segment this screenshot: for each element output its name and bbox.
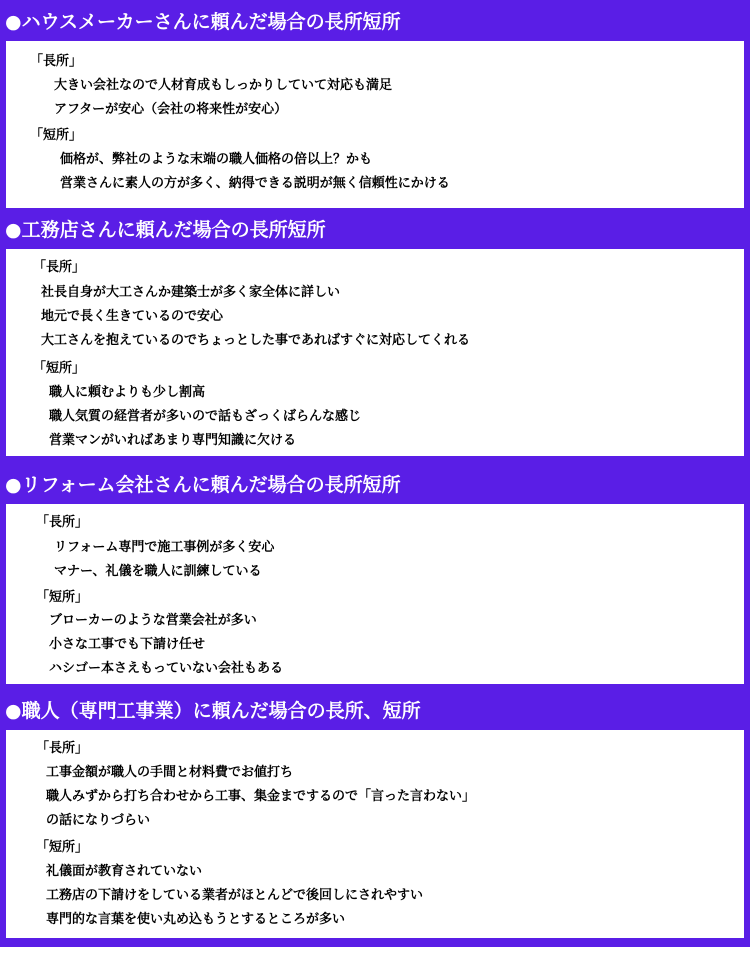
cons-item: 工務店の下請けをしている業者がほとんどで後回しにされやすい xyxy=(46,888,424,903)
cons-item: 営業マンがいればあまり専門知識に欠ける xyxy=(49,433,297,448)
pros-label: 「長所」 xyxy=(36,741,89,756)
cons-item: ブローカーのような営業会社が多い xyxy=(49,613,257,628)
cons-item: 営業さんに素人の方が多く、納得できる説明が無く信頼性にかける xyxy=(60,176,450,191)
cons-item: 専門的な言葉を使い丸め込もうとするところが多い xyxy=(46,912,346,927)
cons-item: 小さな工事でも下請け任せ xyxy=(49,637,206,652)
pros-label: 「長所」 xyxy=(33,260,86,275)
section-house-maker xyxy=(3,3,747,191)
pros-item: の話になりづらい xyxy=(46,813,151,828)
section-title: ●職人（専門工事業）に頼んだ場合の長所、短所 xyxy=(3,692,747,730)
section-body xyxy=(6,249,744,456)
pros-item: 地元で長く生きているので安心 xyxy=(41,309,224,324)
section-builder xyxy=(3,211,747,448)
pros-item: 社長自身が大工さんか建築士が多く家全体に詳しい xyxy=(41,285,341,300)
section-title: ●リフォーム会社さんに頼んだ場合の長所短所 xyxy=(3,466,747,504)
cons-item: 礼儀面が教育されていない xyxy=(46,864,203,879)
section-reform-company xyxy=(3,466,747,676)
pros-item: アフターが安心（会社の将来性が安心） xyxy=(54,102,288,117)
pros-item: 大きい会社なので人材育成もしっかりしていて対応も満足 xyxy=(54,78,393,93)
pros-item: 工事金額が職人の手間と材料費でお値打ち xyxy=(46,765,294,780)
section-title: ●ハウスメーカーさんに頼んだ場合の長所短所 xyxy=(3,3,747,41)
cons-item: 職人気質の経営者が多いので話もざっくばらんな感じ xyxy=(49,409,362,424)
cons-label: 「短所」 xyxy=(30,128,83,143)
cons-label: 「短所」 xyxy=(36,590,89,605)
section-body xyxy=(6,730,744,938)
cons-item: 職人に頼むよりも少し割高 xyxy=(49,385,206,400)
pros-label: 「長所」 xyxy=(36,515,89,530)
pros-item: マナー、礼儀を職人に訓練している xyxy=(54,564,262,579)
cons-label: 「短所」 xyxy=(36,840,89,855)
section-title: ●工務店さんに頼んだ場合の長所短所 xyxy=(3,211,747,249)
cons-item: 価格が、弊社のような末端の職人価格の倍以上？かも xyxy=(60,152,373,167)
section-craftsman xyxy=(3,692,747,927)
pros-item: リフォーム専門で施工事例が多く安心 xyxy=(54,540,275,555)
pros-item: 大工さんを抱えているのでちょっとした事であればすぐに対応してくれる xyxy=(41,333,471,348)
cons-label: 「短所」 xyxy=(33,361,86,376)
pros-label: 「長所」 xyxy=(30,54,83,69)
pros-item: 職人みずから打ち合わせから工事、集金までするので「言った言わない」 xyxy=(46,789,476,804)
section-body xyxy=(6,504,744,684)
section-body xyxy=(6,41,744,208)
cons-item: ハシゴー本さえもっていない会社もある xyxy=(49,661,284,676)
